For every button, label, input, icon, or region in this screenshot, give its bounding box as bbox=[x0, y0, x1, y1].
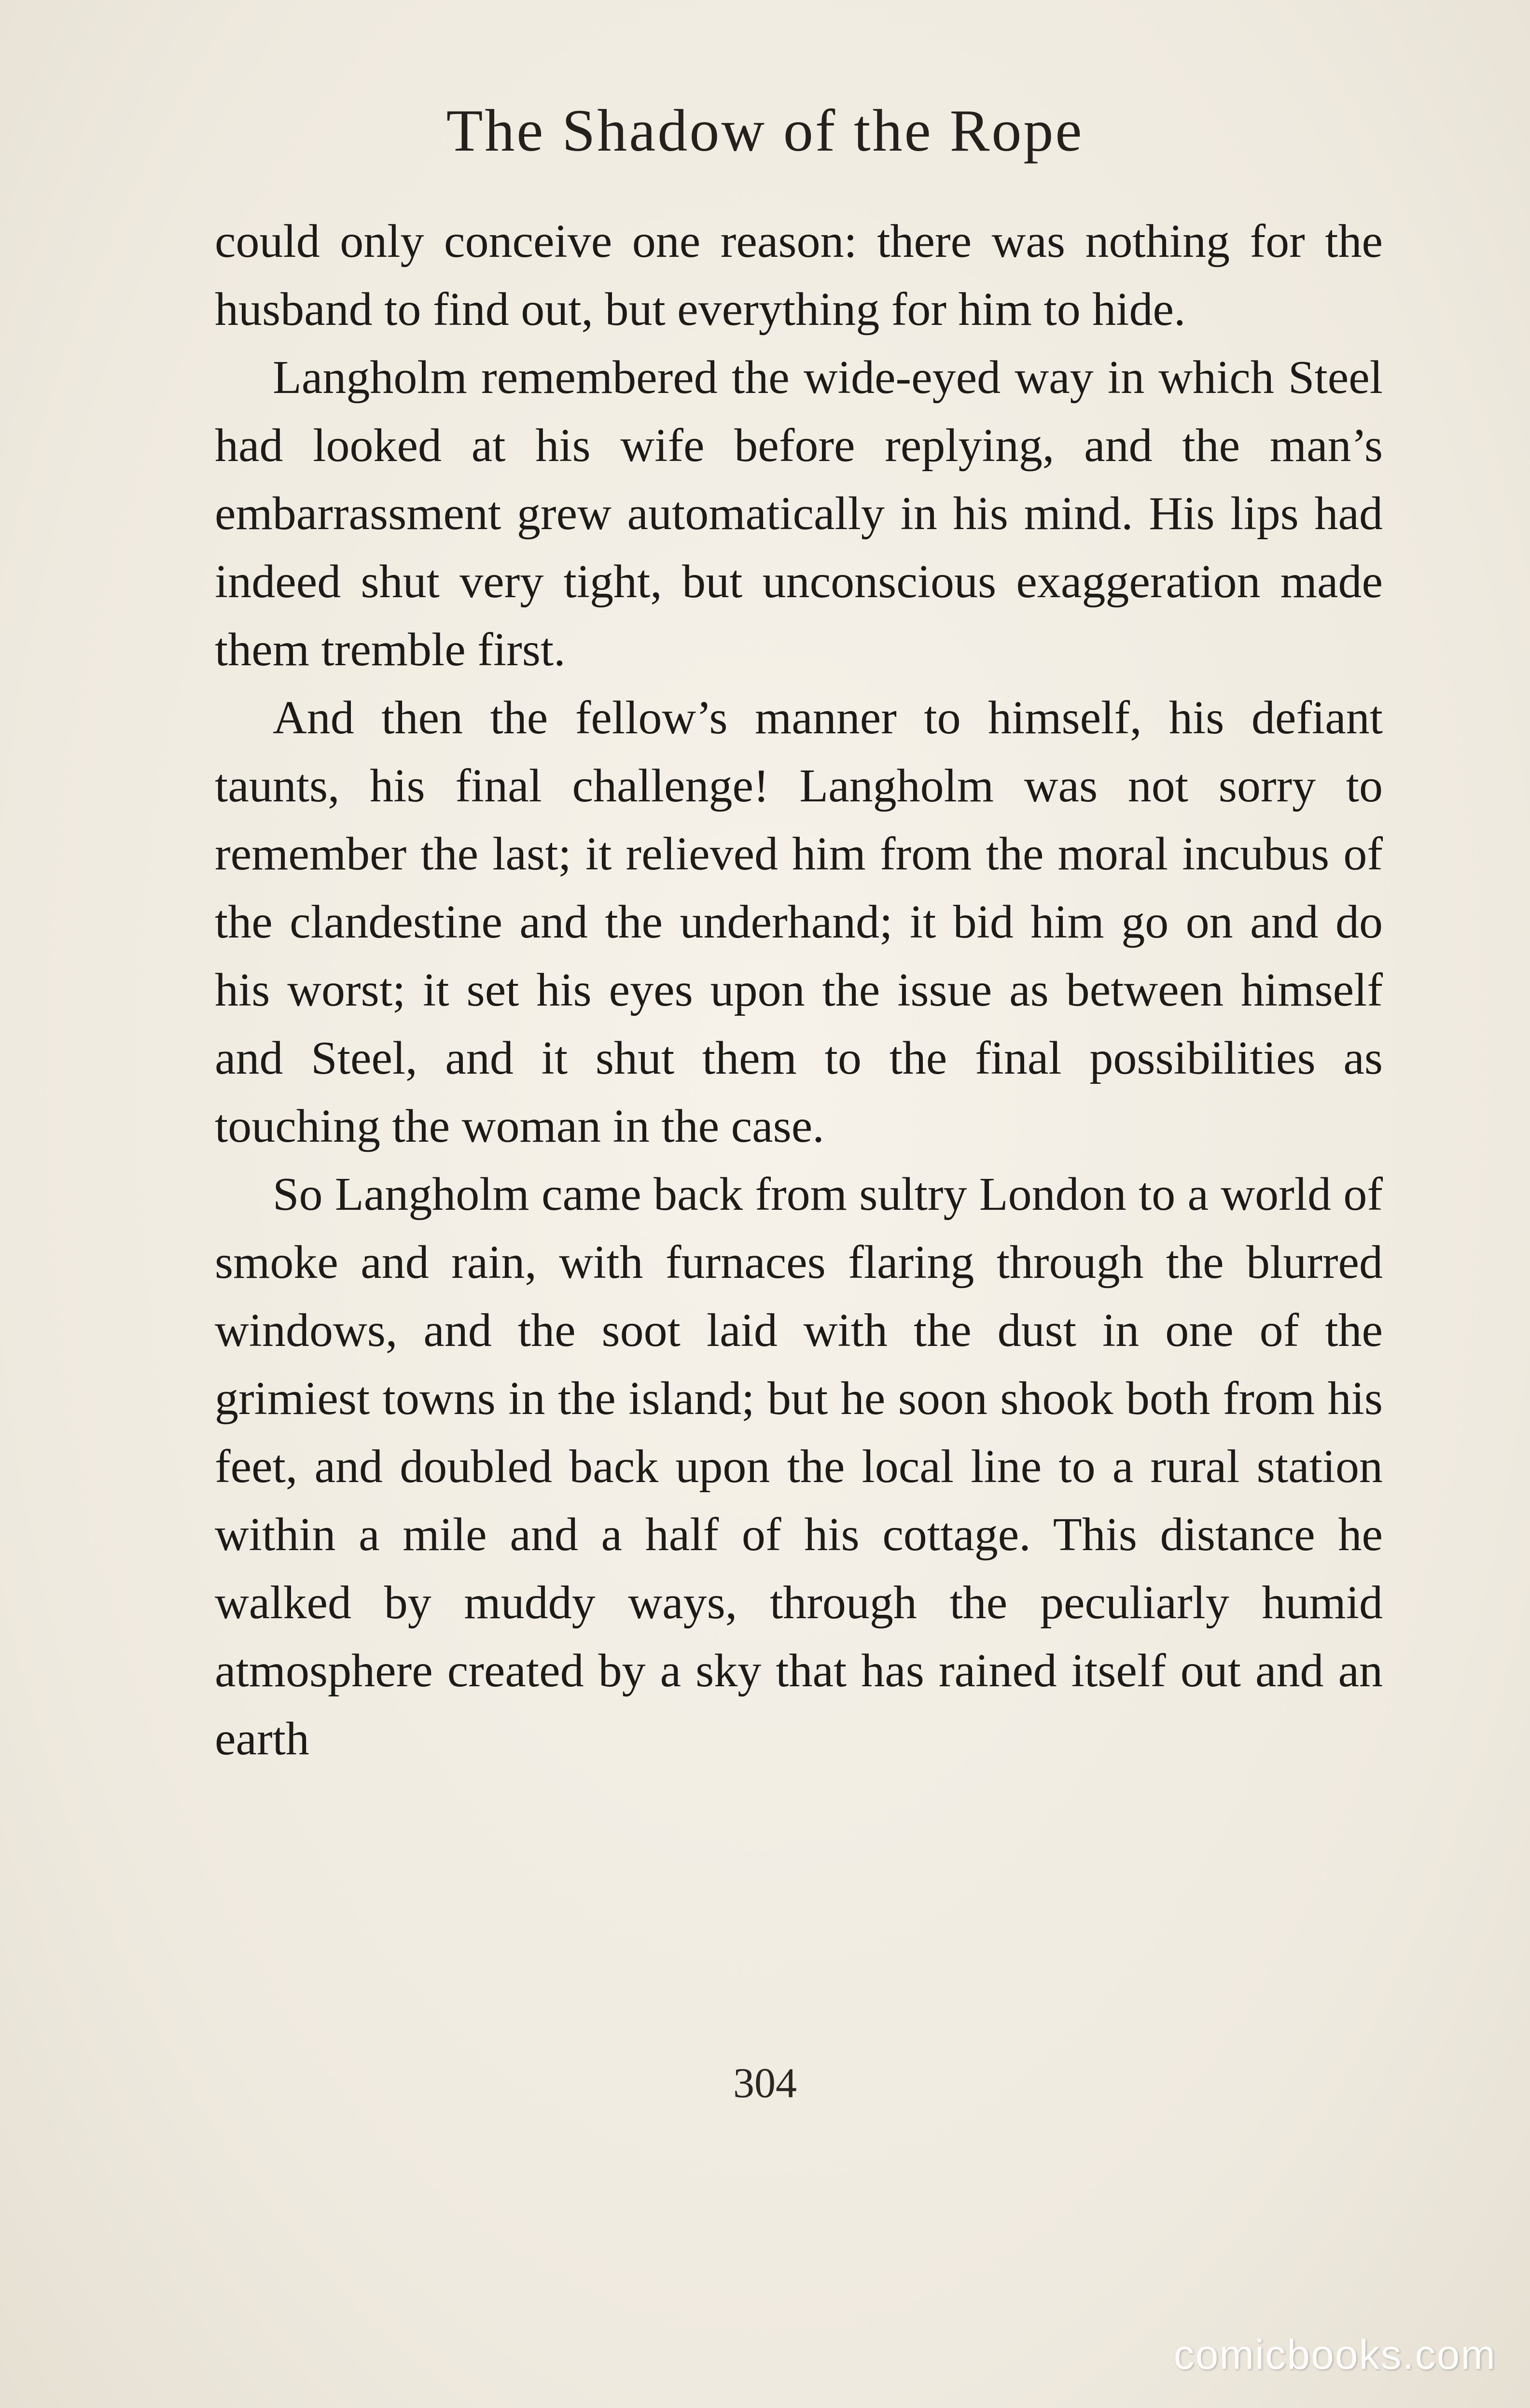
paragraph-1: could only conceive one reason: there was nothing for the husband to find out, but everything for him to hide. bbox=[215, 215, 1383, 336]
paragraph-4: So Langholm came back from sultry London to a world of smoke and rain, with furnaces flaring through the blurred windows, and the soot laid with the dust in one of the grimiest towns in the island; but he soon shook both from his feet, and doubled back upon the local line to a rural station within a mile and a half of his cottage. This distance he walked by muddy ways, through the peculiarly humid atmosphere created by a sky that has rained itself out and an earth bbox=[215, 1168, 1383, 1765]
watermark: comicbooks.com bbox=[1173, 2332, 1496, 2378]
body-text bbox=[215, 208, 1383, 1773]
page-number: 304 bbox=[733, 2060, 797, 2107]
paragraph-2: Langholm remembered the wide-eyed way in which Steel had looked at his wife before replying, and the man’s embarrassment grew automatically in his mind. His lips had indeed shut very tight, but unconscious exaggeration made them tremble first. bbox=[215, 351, 1383, 676]
running-head: The Shadow of the Rope bbox=[446, 98, 1084, 164]
paragraph-3: And then the fellow’s manner to himself, his defiant taunts, his final challenge! Langholm was not sorry to remember the last; it relieved him from the moral incubus of the clandestine and the underhand; it bid him go on and do his worst; it set his eyes upon the issue as between himself and Steel, and it shut them to the final possibilities as touching the woman in the case. bbox=[215, 692, 1383, 1152]
